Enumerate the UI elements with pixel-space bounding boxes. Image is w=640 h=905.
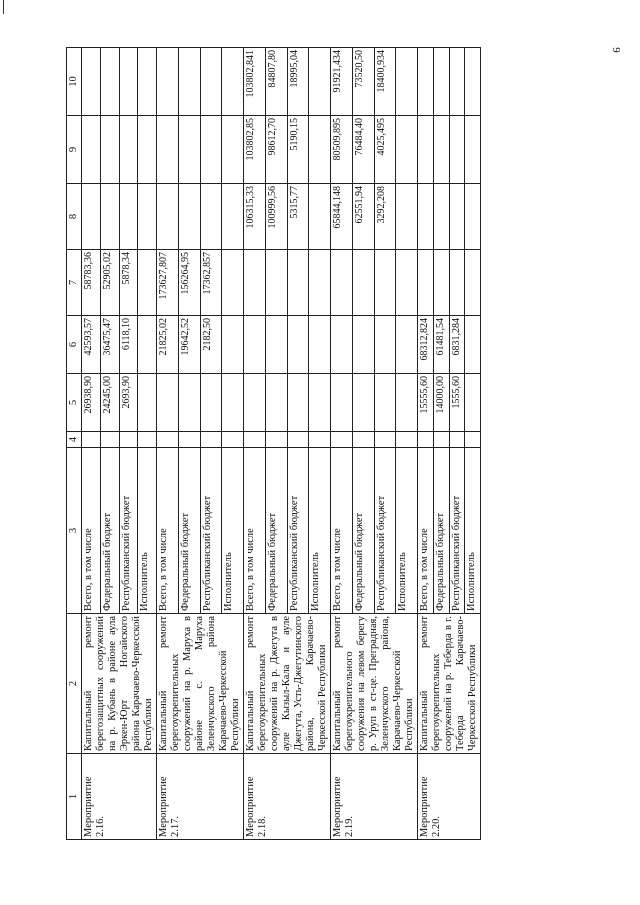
value-cell-c8: 65844,148 xyxy=(331,184,353,250)
value-cell-c5 xyxy=(396,374,418,432)
value-cell-c8 xyxy=(138,184,157,250)
value-cell-c5: 14000,00 xyxy=(433,374,449,432)
funding-source-label: Республиканский бюджет xyxy=(449,448,465,614)
measure-id: Мероприятие 2.19. xyxy=(331,754,418,840)
value-cell-c9: 103802,85 xyxy=(244,116,266,184)
value-cell-c5: 26938,90 xyxy=(82,374,101,432)
value-cell-c10 xyxy=(82,48,101,116)
value-cell-c6: 19642,52 xyxy=(178,316,200,374)
value-cell-c10 xyxy=(309,48,331,116)
value-cell-c8 xyxy=(222,184,244,250)
value-cell-c10 xyxy=(222,48,244,116)
value-cell-c9: 5190,15 xyxy=(287,116,309,184)
value-cell-c10: 84807,80 xyxy=(265,48,287,116)
value-cell-c9 xyxy=(178,116,200,184)
col-header-4: 4 xyxy=(67,432,82,448)
value-cell-c4 xyxy=(244,432,266,448)
value-cell-c6 xyxy=(287,316,309,374)
value-cell-c8: 62551,94 xyxy=(352,184,374,250)
col-header-8: 8 xyxy=(67,184,82,250)
funding-source-label: Исполнитель xyxy=(396,448,418,614)
value-cell-c6 xyxy=(352,316,374,374)
value-cell-c4 xyxy=(82,432,101,448)
value-cell-c5 xyxy=(374,374,396,432)
value-cell-c4 xyxy=(119,432,138,448)
value-cell-c8 xyxy=(100,184,119,250)
value-cell-c6: 68312,824 xyxy=(418,316,434,374)
value-cell-c7 xyxy=(418,250,434,316)
value-cell-c5 xyxy=(309,374,331,432)
value-cell-c4 xyxy=(449,432,465,448)
value-cell-c6 xyxy=(138,316,157,374)
value-cell-c7 xyxy=(287,250,309,316)
funding-source-label: Федеральный бюджет xyxy=(433,448,449,614)
funding-source-label: Республиканский бюджет xyxy=(119,448,138,614)
value-cell-c5 xyxy=(331,374,353,432)
col-header-5: 5 xyxy=(67,374,82,432)
value-cell-c9 xyxy=(449,116,465,184)
value-cell-c7 xyxy=(331,250,353,316)
value-cell-c10 xyxy=(100,48,119,116)
funding-source-label: Всего, в том числе xyxy=(331,448,353,614)
value-cell-c7: 58783,36 xyxy=(82,250,101,316)
col-header-9: 9 xyxy=(67,116,82,184)
value-cell-c4 xyxy=(352,432,374,448)
funding-source-label: Республиканский бюджет xyxy=(287,448,309,614)
value-cell-c10: 103802,841 xyxy=(244,48,266,116)
measure-description: Капитальный ремонт берегоукрепительных сооружений на р. Теберда в г. Теберда Карачаево-Черкесской Республики xyxy=(418,614,481,754)
table-row xyxy=(157,48,179,840)
funding-source-label: Федеральный бюджет xyxy=(178,448,200,614)
col-header-2: 2 xyxy=(67,614,82,754)
value-cell-c6 xyxy=(396,316,418,374)
value-cell-c6: 6831,284 xyxy=(449,316,465,374)
value-cell-c5 xyxy=(138,374,157,432)
value-cell-c6: 42593,57 xyxy=(82,316,101,374)
value-cell-c10 xyxy=(178,48,200,116)
value-cell-c9 xyxy=(433,116,449,184)
value-cell-c10 xyxy=(465,48,481,116)
value-cell-c5 xyxy=(244,374,266,432)
value-cell-c8: 100999,56 xyxy=(265,184,287,250)
value-cell-c4 xyxy=(418,432,434,448)
col-header-7: 7 xyxy=(67,250,82,316)
program-measures-table xyxy=(66,47,481,840)
value-cell-c9 xyxy=(418,116,434,184)
value-cell-c4 xyxy=(465,432,481,448)
funding-source-label: Исполнитель xyxy=(465,448,481,614)
value-cell-c6: 21825,02 xyxy=(157,316,179,374)
value-cell-c9 xyxy=(222,116,244,184)
value-cell-c5: 15555,60 xyxy=(418,374,434,432)
col-header-6: 6 xyxy=(67,316,82,374)
table-row xyxy=(418,48,434,840)
page-number: 9 xyxy=(609,47,622,53)
measure-id: Мероприятие 2.17. xyxy=(157,754,244,840)
value-cell-c9 xyxy=(100,116,119,184)
value-cell-c8 xyxy=(433,184,449,250)
funding-source-label: Всего, в том числе xyxy=(82,448,101,614)
value-cell-c8 xyxy=(396,184,418,250)
value-cell-c8 xyxy=(200,184,222,250)
value-cell-c6 xyxy=(465,316,481,374)
value-cell-c9 xyxy=(119,116,138,184)
value-cell-c9 xyxy=(465,116,481,184)
value-cell-c7 xyxy=(244,250,266,316)
funding-source-label: Исполнитель xyxy=(138,448,157,614)
value-cell-c8 xyxy=(119,184,138,250)
value-cell-c9: 76484,40 xyxy=(352,116,374,184)
value-cell-c7 xyxy=(449,250,465,316)
value-cell-c5 xyxy=(157,374,179,432)
funding-source-label: Федеральный бюджет xyxy=(265,448,287,614)
value-cell-c10 xyxy=(433,48,449,116)
value-cell-c4 xyxy=(433,432,449,448)
funding-source-label: Федеральный бюджет xyxy=(100,448,119,614)
funding-source-label: Республиканский бюджет xyxy=(200,448,222,614)
value-cell-c4 xyxy=(287,432,309,448)
value-cell-c7: 52905,02 xyxy=(100,250,119,316)
value-cell-c8 xyxy=(309,184,331,250)
value-cell-c4 xyxy=(100,432,119,448)
value-cell-c7 xyxy=(396,250,418,316)
value-cell-c9: 80509,895 xyxy=(331,116,353,184)
value-cell-c4 xyxy=(374,432,396,448)
value-cell-c10: 18400,934 xyxy=(374,48,396,116)
funding-source-label: Исполнитель xyxy=(222,448,244,614)
measure-description: Капитальный ремонт берегоукрепительного сооружения на левом берегу р. Уруп в ст-це. Преградная, Зеленчукского района, Карачаево-Черкесской Республики xyxy=(331,614,418,754)
value-cell-c5 xyxy=(352,374,374,432)
scan-edge-mark xyxy=(3,0,4,14)
value-cell-c8 xyxy=(449,184,465,250)
value-cell-c6: 61481,54 xyxy=(433,316,449,374)
value-cell-c5 xyxy=(200,374,222,432)
value-cell-c10: 91921,434 xyxy=(331,48,353,116)
value-cell-c4 xyxy=(331,432,353,448)
value-cell-c4 xyxy=(138,432,157,448)
value-cell-c4 xyxy=(396,432,418,448)
column-number-row xyxy=(67,48,82,840)
value-cell-c6 xyxy=(331,316,353,374)
value-cell-c5: 2693,90 xyxy=(119,374,138,432)
value-cell-c7: 156264,95 xyxy=(178,250,200,316)
value-cell-c5: 24245,00 xyxy=(100,374,119,432)
value-cell-c10: 18995,04 xyxy=(287,48,309,116)
value-cell-c9 xyxy=(82,116,101,184)
value-cell-c9: 98612,70 xyxy=(265,116,287,184)
value-cell-c10 xyxy=(138,48,157,116)
value-cell-c7 xyxy=(465,250,481,316)
funding-source-label: Исполнитель xyxy=(309,448,331,614)
value-cell-c5: 1555,60 xyxy=(449,374,465,432)
value-cell-c5 xyxy=(222,374,244,432)
table-row xyxy=(244,48,266,840)
value-cell-c10 xyxy=(200,48,222,116)
funding-source-label: Всего, в том числе xyxy=(418,448,434,614)
value-cell-c5 xyxy=(287,374,309,432)
value-cell-c9 xyxy=(157,116,179,184)
funding-source-label: Всего, в том числе xyxy=(157,448,179,614)
value-cell-c8: 5315,77 xyxy=(287,184,309,250)
col-header-10: 10 xyxy=(67,48,82,116)
value-cell-c6: 36475,47 xyxy=(100,316,119,374)
funding-source-label: Всего, в том числе xyxy=(244,448,266,614)
value-cell-c7 xyxy=(138,250,157,316)
measures-body xyxy=(82,48,481,840)
value-cell-c6 xyxy=(244,316,266,374)
value-cell-c4 xyxy=(222,432,244,448)
value-cell-c5 xyxy=(178,374,200,432)
measure-description: Капитальный ремонт берегоукрепительных сооружений на р. Маруха в районе с. Маруха Зеленчукского района Карачаево-Черкесской Республики xyxy=(157,614,244,754)
value-cell-c4 xyxy=(157,432,179,448)
value-cell-c4 xyxy=(200,432,222,448)
value-cell-c8: 3292,208 xyxy=(374,184,396,250)
value-cell-c6: 6118,10 xyxy=(119,316,138,374)
value-cell-c10: 73520,50 xyxy=(352,48,374,116)
funding-source-label: Федеральный бюджет xyxy=(352,448,374,614)
value-cell-c4 xyxy=(265,432,287,448)
table-row xyxy=(331,48,353,840)
value-cell-c8 xyxy=(465,184,481,250)
rotated-page xyxy=(66,48,562,840)
value-cell-c7 xyxy=(265,250,287,316)
value-cell-c7 xyxy=(433,250,449,316)
value-cell-c7 xyxy=(352,250,374,316)
value-cell-c6 xyxy=(309,316,331,374)
value-cell-c9 xyxy=(309,116,331,184)
value-cell-c7: 173627,807 xyxy=(157,250,179,316)
measure-description: Капитальный ремонт берегоукрепительных сооружений на р. Джегута в ауле Кызыл-Кала и ауле Джегута, Усть-Джегутинского района, Карачаево-Черкесской Республики xyxy=(244,614,331,754)
value-cell-c6 xyxy=(222,316,244,374)
value-cell-c4 xyxy=(178,432,200,448)
value-cell-c5 xyxy=(465,374,481,432)
value-cell-c8 xyxy=(82,184,101,250)
col-header-3: 3 xyxy=(67,448,82,614)
value-cell-c5 xyxy=(265,374,287,432)
value-cell-c7 xyxy=(374,250,396,316)
value-cell-c10 xyxy=(449,48,465,116)
value-cell-c9 xyxy=(138,116,157,184)
col-header-1: 1 xyxy=(67,754,82,840)
value-cell-c7: 5878,34 xyxy=(119,250,138,316)
table-row xyxy=(82,48,101,840)
value-cell-c9 xyxy=(396,116,418,184)
value-cell-c8 xyxy=(157,184,179,250)
value-cell-c7: 17362,857 xyxy=(200,250,222,316)
value-cell-c10 xyxy=(418,48,434,116)
measure-id: Мероприятие 2.16. xyxy=(82,754,157,840)
value-cell-c10 xyxy=(396,48,418,116)
value-cell-c8: 106315,33 xyxy=(244,184,266,250)
value-cell-c6: 2182,50 xyxy=(200,316,222,374)
value-cell-c7 xyxy=(222,250,244,316)
value-cell-c6 xyxy=(374,316,396,374)
value-cell-c4 xyxy=(309,432,331,448)
measure-id: Мероприятие 2.18. xyxy=(244,754,331,840)
value-cell-c9 xyxy=(200,116,222,184)
funding-source-label: Республиканский бюджет xyxy=(374,448,396,614)
value-cell-c9: 4025,495 xyxy=(374,116,396,184)
measure-description: Капитальный ремонт берегозащитных сооружений на р. Кубань в районе аула Эркен-Юрт Ногайского района Карачаево-Черкесской Республики xyxy=(82,614,157,754)
value-cell-c8 xyxy=(178,184,200,250)
value-cell-c8 xyxy=(418,184,434,250)
value-cell-c6 xyxy=(265,316,287,374)
measure-id: Мероприятие 2.20. xyxy=(418,754,481,840)
value-cell-c7 xyxy=(309,250,331,316)
value-cell-c10 xyxy=(119,48,138,116)
value-cell-c10 xyxy=(157,48,179,116)
